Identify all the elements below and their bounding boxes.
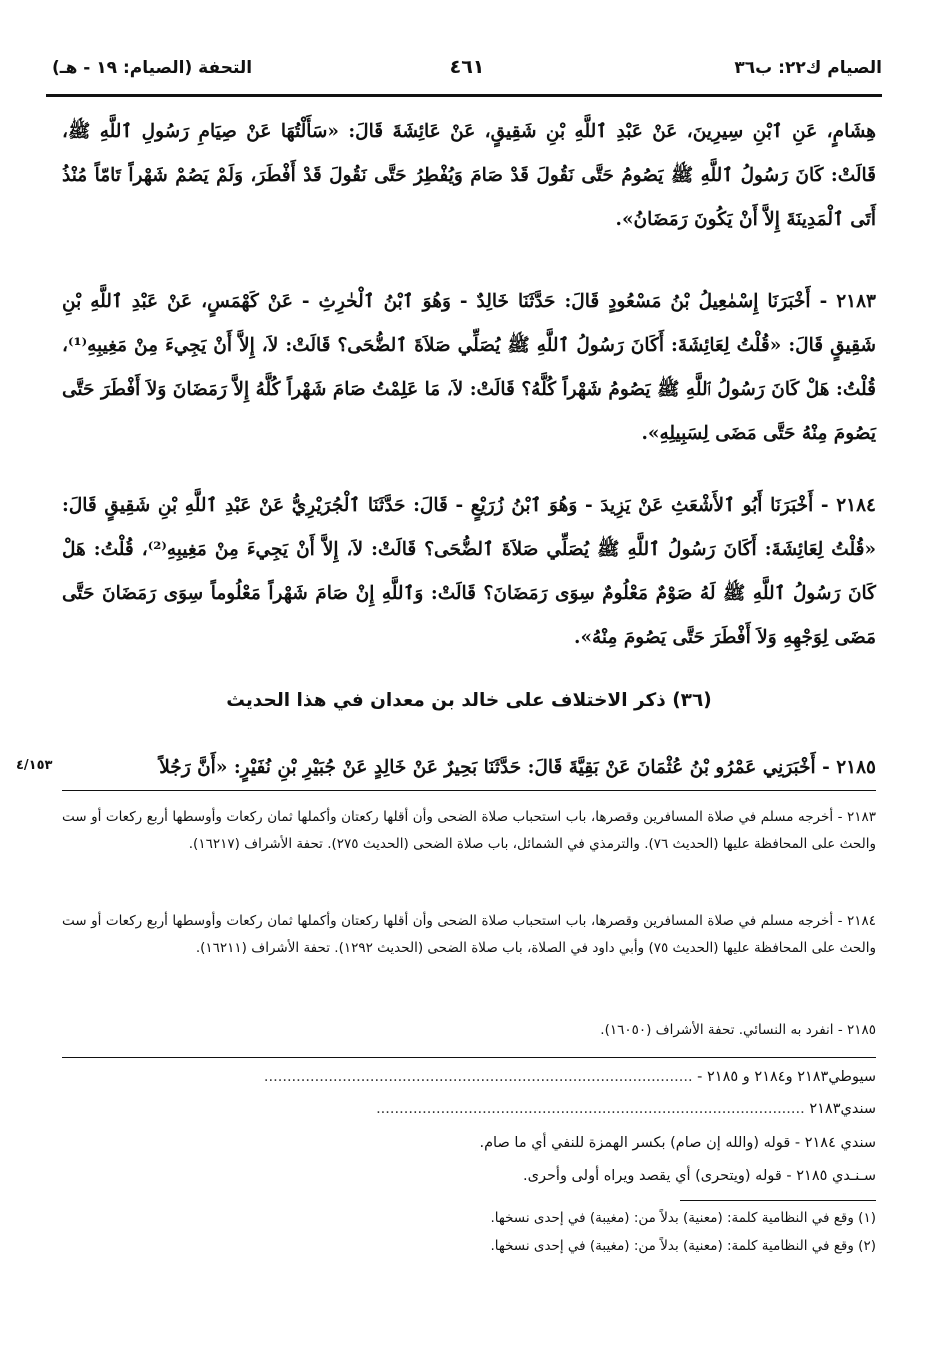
page-number: ٤٦١ xyxy=(449,56,485,78)
header-tuhfa-ref: التحفة (الصيام: ١٩ - هـ) xyxy=(52,58,253,78)
footnote-2184: ٢١٨٤ - أخرجه مسلم في صلاة المسافرين وقصرها، باب استحباب صلاة الضحى وأن أقلها ركعتان وأكملها ثمان ركعات وأوسطها أربع ركعات أو ست والحث على المحافظة عليها (الحديث ٧٥) وأبي داود في الصلاة، باب صلاة الضحى (الحديث ١٢٩٢). تحفة الأشراف (١٦٢١١). xyxy=(62,913,876,956)
commentary-sindi-2184: سندي ٢١٨٤ - قوله (والله إن صام) بكسر الهمزة للنفي أي ما صام. xyxy=(479,1135,876,1151)
commentary-sindi-2183-text: سندي٢١٨٣ xyxy=(809,1101,876,1117)
commentary-suyuti xyxy=(62,1066,876,1088)
hadith-2181-continuation: هِشَامٍ، عَنِ ٱبْنِ سِيرِينَ، عَنْ عَبْدِ ٱللَّهِ بْنِ شَقِيقٍ، عَنْ عَائِشَةَ قَالَ: «سَأَلْتُهَا عَنْ صِيَامِ رَسُولِ ٱللَّهِ ﷺ، قَالَتْ: كَانَ رَسُولُ ٱللَّهِ ﷺ يَصُومُ حَتَّى نَقُولَ قَدْ صَامَ وَيُفْطِرُ حَتَّى نَقُولَ قَدْ أَفْطَرَ، وَلَمْ يَصُمْ شَهْراً تَامّاً مُنْذُ أَتَى ٱلْمَدِينَةَ إِلاَّ أَنْ يَكُونَ رَمَضَانُ». xyxy=(62,121,876,230)
hadith-2183: ٢١٨٣ - أَخْبَرَنَا إِسْمٰعِيلُ بْنُ مَسْعُودٍ قَالَ: حَدَّثَنَا خَالِدٌ - وَهُوَ ٱبْنُ ٱلْحٰرِثِ - عَنْ كَهْمَسٍ، عَنْ عَبْدِ ٱللَّهِ بْنِ شَقِيقٍ قَالَ: «قُلْتُ لِعَائِشَةَ: أَكَانَ رَسُولُ ٱللَّهِ ﷺ يُصَلِّي صَلاَةَ ٱلضُّحَى؟ قَالَتْ: لاَ، إِلاَّ أَنْ يَجِيءَ مِنْ مَغِيبِهِ⁽¹⁾، قُلْتُ: هَلْ كَانَ رَسُولُ ٱللَّهِ ﷺ يَصُومُ شَهْراً كُلَّهُ؟ قَالَتْ: لاَ، مَا عَلِمْتُ صَامَ شَهْراً كُلَّهُ إِلاَّ رَمَضَانَ وَلاَ أَفْطَرَ حَتَّى يَصُومَ مِنْهُ حَتَّى مَضَى لِسَبِيلِهِ». xyxy=(62,291,876,444)
commentary-sindi-2185: سـنـدي ٢١٨٥ - قوله (ويتحرى) أي يقصد ويراه أولى وأحرى. xyxy=(523,1168,876,1184)
footnote-2183: ٢١٨٣ - أخرجه مسلم في صلاة المسافرين وقصرها، باب استحباب صلاة الضحى وأن أقلها ركعتان وأكملها ثمان ركعات وأوسطها أربع ركعات أو ست والحث على المحافظة عليها (الحديث ٧٦). والترمذي في الشمائل، باب صلاة الضحى (الحديث ٢٧٥). تحفة الأشراف (١٦٢١٧). xyxy=(62,809,876,852)
header-divider xyxy=(46,94,882,97)
commentary-suyuti-text: سيوطي٢١٨٣ و٢١٨٤ و ٢١٨٥ - xyxy=(697,1069,876,1085)
commentary-sindi-2183 xyxy=(62,1098,876,1120)
variant-note-1: (١) وقع في النظامية كلمة: (معنية) بدلاً من: (مغيبة) في إحدى نسخها. xyxy=(490,1210,876,1226)
dotted-leader: ............................................................................................. xyxy=(263,1069,693,1085)
footnotes-divider xyxy=(62,790,876,791)
variant-note-2: (٢) وقع في النظامية كلمة: (معنية) بدلاً من: (مغيبة) في إحدى نسخها. xyxy=(490,1238,876,1254)
hadith-2185: ٢١٨٥ - أَخْبَرَنِي عَمْرُو بْنُ عُثْمَانَ عَنْ بَقِيَّةَ قَالَ: حَدَّثَنَا بَحِيرٌ عَنْ خَالِدٍ عَنْ جُبَيْرِ بْنِ نُفَيْرٍ: «أَنَّ رَجُلاً xyxy=(159,757,876,778)
dotted-leader: ............................................................................................. xyxy=(376,1101,805,1117)
header-chapter-ref: الصيام ك٢٢: ب٣٦ xyxy=(734,58,882,78)
section-title: (٣٦) ذكر الاختلاف على خالد بن معدان في هذا الحديث xyxy=(226,690,712,711)
notes-divider xyxy=(680,1200,876,1201)
page-header xyxy=(52,52,882,86)
footnote-2185: ٢١٨٥ - انفرد به النسائي. تحفة الأشراف (١٦٠٥٠). xyxy=(600,1022,876,1038)
hadith-2184: ٢١٨٤ - أَخْبَرَنَا أَبُو ٱلأَشْعَثِ عَنْ يَزِيدَ - وَهُوَ ٱبْنُ زُرَيْعٍ - قَالَ: حَدَّثَنَا ٱلْجُرَيْرِيُّ عَنْ عَبْدِ ٱللَّهِ بْنِ شَقِيقٍ قَالَ: «قُلْتُ لِعَائِشَةَ: أَكَانَ رَسُولُ ٱللَّهِ ﷺ يُصَلِّي صَلاَةَ ٱلضُّحَى؟ قَالَتْ: لاَ، إِلاَّ أَنْ يَجِيءَ مِنْ مَغِيبِهِ⁽²⁾، قُلْتُ: هَلْ كَانَ رَسُولُ ٱللَّهِ ﷺ لَهُ صَوْمٌ مَعْلُومٌ سِوَى رَمَضَانَ؟ قَالَتْ: وَٱللَّهِ إِنْ صَامَ شَهْراً مَعْلُوماً سِوَى رَمَضَانَ حَتَّى مَضَى لِوَجْهِهِ وَلاَ أَفْطَرَ حَتَّى يَصُومَ مِنْهُ». xyxy=(62,495,877,648)
commentary-divider xyxy=(62,1057,876,1058)
margin-reference: ٤/١٥٣ xyxy=(16,758,53,773)
